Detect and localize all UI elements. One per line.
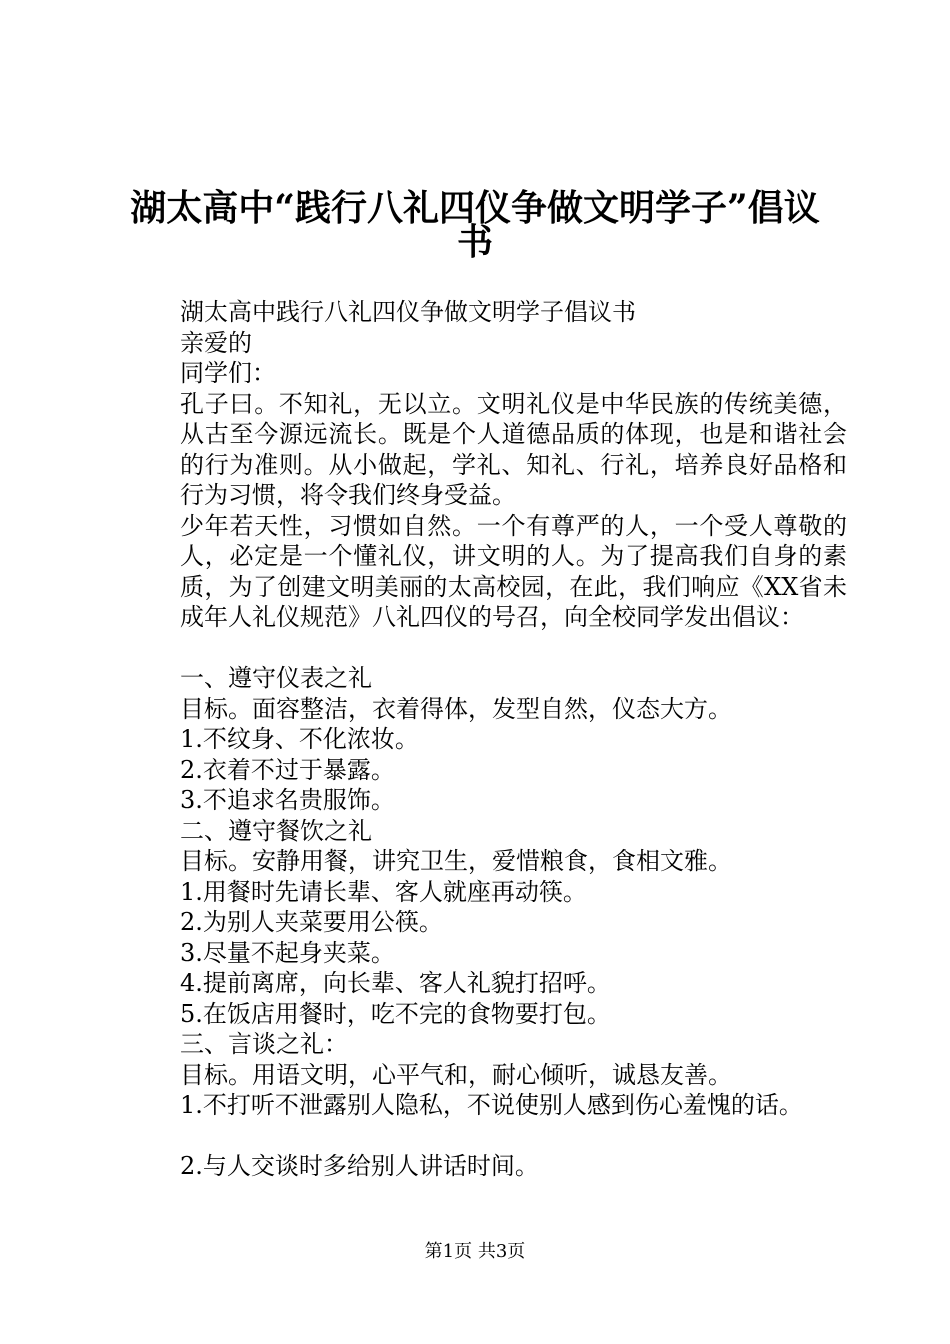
section-heading: 一、遵守仪表之礼 [180, 664, 372, 692]
subtitle-line: 湖太高中践行八礼四仪争做文明学子倡议书 [180, 298, 636, 326]
section-heading: 三、言谈之礼： [180, 1030, 348, 1058]
section-goal: 目标。用语文明，心平气和，耐心倾听，诚恳友善。 [180, 1060, 732, 1089]
document-body [117, 297, 847, 1182]
page-footer: 第1页 共3页 [424, 1241, 526, 1262]
section-goal: 目标。面容整洁，衣着得体，发型自然，仪态大方。 [180, 694, 732, 723]
list-item: 5.在饭店用餐时，吃不完的食物要打包。 [180, 999, 611, 1028]
paragraph: 少年若天性，习惯如自然。一个有尊严的人，一个受人尊敬的人，必定是一个懂礼仪，讲文明的人。为了提高我们自身的素质，为了创建文明美丽的太高校园，在此，我们响应《XX省未成年人礼仪规范》八礼四仪的号召，向全校同学发出倡议： [180, 511, 847, 631]
section-heading: 二、遵守餐饮之礼 [180, 816, 372, 845]
list-item: 4.提前离席，向长辈、客人礼貌打招呼。 [180, 969, 611, 997]
list-item: 1.不打听不泄露别人隐私，不说使别人感到伤心羞愧的话。 [180, 1091, 803, 1119]
list-item: 3.尽量不起身夹菜。 [180, 938, 395, 967]
salutation-line: 同学们： [180, 359, 276, 387]
section-goal: 目标。安静用餐，讲究卫生，爱惜粮食，食相文雅。 [180, 847, 732, 875]
list-item: 1.用餐时先请长辈、客人就座再动筷。 [180, 877, 587, 906]
blank-line [117, 1121, 847, 1152]
list-item: 2.与人交谈时多给别人讲话时间。 [180, 1152, 539, 1180]
paragraph: 孔子曰。不知礼，无以立。文明礼仪是中华民族的传统美德，从古至今源远流长。既是个人道德品质的体现，也是和谐社会的行为准则。从小做起，学礼、知礼、行礼，培养良好品格和行为习惯，将令我们终身受益。 [180, 389, 847, 509]
blank-line [117, 633, 847, 664]
document-title-continued: 书 [456, 221, 493, 263]
list-item: 2.衣着不过于暴露。 [180, 755, 395, 784]
document-title: 湖太高中“践行八礼四仪争做文明学子”倡议 [130, 187, 820, 229]
salutation-line: 亲爱的 [180, 328, 252, 357]
list-item: 1.不纹身、不化浓妆。 [180, 725, 419, 753]
list-item: 2.为别人夹菜要用公筷。 [180, 908, 443, 936]
list-item: 3.不追求名贵服饰。 [180, 786, 395, 814]
